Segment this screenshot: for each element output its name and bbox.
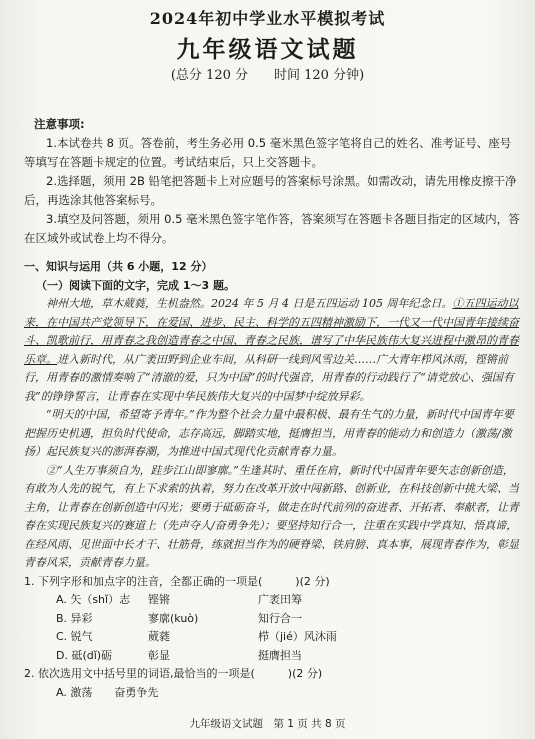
option-cell: 广袤田筹 xyxy=(258,593,302,606)
section-one xyxy=(24,258,522,702)
notes-title: 注意事项: xyxy=(34,117,85,131)
exam-header: 2024年初中学业水平模拟考试 xyxy=(149,9,386,28)
notes-block xyxy=(24,115,520,248)
option-cell: 彰显 xyxy=(148,648,170,662)
reading-paragraph: “明天的中国，希望寄予青年。”作为整个社会力量中最积极、最有生气的力量，新时代中国青年要把握历史机遇，担负时代使命，志存高远，脚踏实地，挺膺担当，用青春的能动力和创造力（激荡/激扬）起民族复兴的澎湃春潮，为推进中国式现代化贡献青春力量。 xyxy=(24,408,514,458)
page-footer: 九年级语文试题 第 1 页 共 8 页 xyxy=(189,718,346,730)
note-item: 1.本试卷共 8 页。答卷前，考生务必用 0.5 毫米黑色签字笔将自己的姓名、准考证号、座号等填写在答题卡规定的位置。考试结束后，只上交答题卡。 xyxy=(24,136,512,169)
reading-paragraph: ②“人生万事须自为，跬步江山即寥廓。”生逢其时、重任在肩，新时代中国青年要矢志创新创造，有敢为人先的锐气，有上下求索的执着，努力在改革开放中闯新路、创新业，在科技创新中挑大梁、当主角，让青春在创新创造中闪光；要勇于砥砺奋斗，做走在时代前列的奋进者、开拓者、奉献者，让青春在实现民族复兴的赛道上（先声夺人/奋勇争先）；要坚持知行合一，注重在实践中学真知、悟真谛，在经风雨、见世面中长才干、壮筋骨，练就担当作为的硬脊梁、铁肩膀、真本事，展现青春作为，彰显青春风采，贡献青春力量。 xyxy=(24,463,519,569)
option-cell: 铿锵 xyxy=(148,593,170,606)
option-cell: 知行合一 xyxy=(258,611,302,625)
option-cell: 挺膺担当 xyxy=(258,648,302,662)
option-cell: D. 砥(dǐ)砺 xyxy=(56,648,113,662)
subsection-title: （一）阅读下面的文字，完成 1～3 题。 xyxy=(36,278,235,292)
section-title: 一、知识与运用（共 6 小题，12 分） xyxy=(24,260,213,273)
reading-paragraph xyxy=(24,295,522,406)
answer-options xyxy=(56,591,522,665)
option-cell: 寥廓(kuò) xyxy=(148,611,199,625)
underlined-sentence: ①五四运动以来，在中国共产党领导下，在爱国、进步、民主、科学的五四精神激励下，一代又一代中国青年接续奋斗、凯歌前行，用青春之我创造青春之中国、青春之民族，谱写了中华民族伟大复兴进程中激昂的青春乐章。 xyxy=(24,297,519,366)
question-stem: 2. 依次选用文中括号里的词语,最恰当的一项是( )(2 分) xyxy=(24,667,323,680)
paragraph-text: 进入新时代，从广袤田野到企业车间，从科研一线到风雪边关……广大青年栉风沐雨，铿锵前行，用青春的激情奏响了“清澈的爱，只为中国”的时代强音，用青春的行动践行了“请党放心、强国有我”的铮铮誓言，让青春在实现中华民族伟大复兴的中国梦中绽放异彩。 xyxy=(24,352,514,403)
note-item: 2.选择题，须用 2B 铅笔把答题卡上对应题号的答案标号涂黑。如需改动，请先用橡皮擦干净后，再选涂其他答案标号。 xyxy=(24,174,517,207)
option-cell: C. 锐气 xyxy=(56,630,93,643)
note-item: 3.填空及问答题，须用 0.5 毫米黑色签字笔作答，答案须写在答题卡各题目指定的区域内，答在区域外或试卷上均不得分。 xyxy=(24,212,520,245)
exam-title: 九年级语文试题 xyxy=(176,36,359,63)
exam-meta: (总分 120 分 时间 120 分钟) xyxy=(170,68,365,83)
option-cell: B. 异彩 xyxy=(56,611,93,625)
paragraph-text: 神州大地，草木葳蕤，生机盎然。2024 年 5 月 4 日是五四运动 105 周年纪念日。 xyxy=(46,297,453,310)
option-cell: A. 激荡 奋勇争先 xyxy=(56,685,159,699)
option-cell: A. 矢（shǐ）志 xyxy=(56,593,131,606)
option-cell: 葳蕤 xyxy=(148,630,170,643)
option-cell: 栉（jié）风沐雨 xyxy=(258,630,337,643)
question-stem: 1. 下列字形和加点字的注音，全都正确的一项是( )(2 分) xyxy=(24,574,330,588)
answer-options xyxy=(56,684,522,703)
